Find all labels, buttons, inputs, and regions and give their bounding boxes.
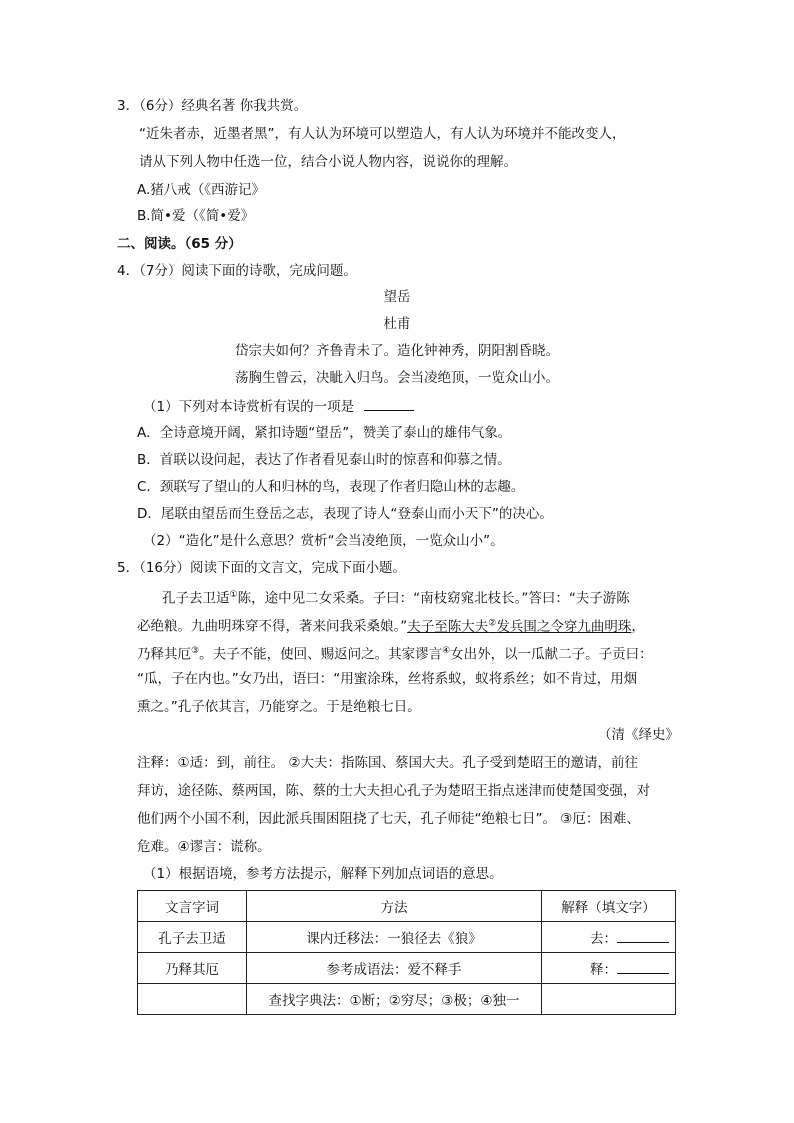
q4-heading: 4．（7分）阅读下面的诗歌，完成问题。 <box>117 263 357 279</box>
table-row <box>138 984 676 1015</box>
table-cell: 乃释其厄 <box>138 953 247 984</box>
q5-sub1: （1）根据语境，参考方法提示，解释下列加点词语的意思。 <box>143 866 503 882</box>
passage-source: （清《绎史》 <box>598 727 679 743</box>
q3-heading: 3．（6分）经典名著 你我共赏。 <box>117 98 308 114</box>
q5-heading: 5．（16分）阅读下面的文言文，完成下面小题。 <box>117 560 407 576</box>
answer-blank[interactable] <box>364 396 414 411</box>
answer-cell[interactable] <box>542 922 676 953</box>
table-header: 方法 <box>247 891 542 922</box>
table-cell: 查找字典法：①断；②穷尽；③极；④独一 <box>247 984 542 1015</box>
poem-author: 杜甫 <box>383 316 411 332</box>
q3-text-line2: 请从下列人物中任选一位，结合小说人物内容，说说你的理解。 <box>139 154 517 170</box>
passage-line-5: 熏之。”孔子依其言，乃能穿之。于是绝粮七日。 <box>137 699 421 715</box>
q4-sub1 <box>143 396 414 417</box>
passage-text: 必绝粮。九曲明珠穿不得，著来问我采桑娘。” <box>137 618 408 635</box>
q4-sub1-text: （1）下列对本诗赏析有误的一项是 <box>143 399 355 415</box>
table-cell: 参考成语法：爱不释手 <box>247 953 542 984</box>
passage-text: 孔子去卫适 <box>162 590 230 607</box>
underlined-sentence <box>407 619 631 635</box>
passage-line-1 <box>162 585 630 609</box>
underlined-text: 发兵围之令穿九曲明珠 <box>496 618 632 635</box>
table-cell: 课内迁移法：一狼径去《狼》 <box>247 922 542 953</box>
table-header: 解释（填文字） <box>542 891 676 922</box>
table-header: 文言字词 <box>138 891 247 922</box>
poem-line-2: 荡胸生曾云，决眦入归鸟。会当凌绝顶，一览众山小。 <box>235 370 559 386</box>
vocab-table <box>137 890 676 1015</box>
table-row <box>138 922 676 953</box>
table-cell <box>138 984 247 1015</box>
q3-option-a: A.猪八戒（《西游记》 <box>137 182 266 198</box>
q4-option-d: D．尾联由望岳而生登岳之志，表现了诗人“登泰山而小天下”的决心。 <box>137 506 553 522</box>
poem-title: 望岳 <box>383 289 411 305</box>
table-cell-label: 去： <box>590 931 617 947</box>
notes-line-1: 注释：①适：到，前往。 ②大夫：指陈国、蔡国大夫。孔子受到楚昭王的邀请，前往 <box>137 755 638 771</box>
table-cell: 孔子去卫适 <box>138 922 247 953</box>
passage-text: ， <box>631 618 645 635</box>
q3-option-b: B.简•爱（《简•爱》 <box>137 208 255 224</box>
answer-cell[interactable] <box>542 953 676 984</box>
table-row <box>138 953 676 984</box>
table-cell-label: 释： <box>590 962 617 978</box>
q4-option-b: B．首联以设问起，表达了作者看见泰山时的惊喜和仰慕之情。 <box>137 452 511 468</box>
note-marker-1: ① <box>229 590 238 600</box>
passage-line-4: “瓜，子在内也。”女乃出，语曰：“用蜜涂珠，丝将系蚁，蚁将系丝；如不肯过，用烟 <box>137 671 638 687</box>
passage-text: 。夫子不能，使回、赐返问之。其家谬言 <box>199 646 443 663</box>
q3-text-line1: “近朱者赤，近墨者黑”，有人认为环境可以塑造人，有人认为环境并不能改变人， <box>139 126 626 142</box>
answer-cell[interactable] <box>542 984 676 1015</box>
notes-line-4: 危难。④谬言：谎称。 <box>137 839 271 855</box>
answer-blank[interactable] <box>617 928 669 943</box>
note-marker-4: ④ <box>442 646 451 656</box>
note-marker-2: ② <box>488 618 497 628</box>
note-marker-3: ③ <box>191 646 200 656</box>
table-header-row <box>138 891 676 922</box>
answer-blank[interactable] <box>617 959 669 974</box>
passage-line-2 <box>137 613 645 637</box>
passage-text: 女出外，以一瓜献二子。子贡曰： <box>450 646 653 663</box>
q4-sub2: （2）“造化”是什么意思？赏析“会当凌绝顶，一览众山小”。 <box>143 533 504 549</box>
poem-line-1: 岱宗夫如何？齐鲁青未了。造化钟神秀，阴阳割昏晓。 <box>235 343 559 359</box>
passage-text: 乃释其厄 <box>137 646 191 663</box>
underlined-text: 夫子至陈大夫 <box>407 618 489 635</box>
passage-line-3 <box>137 641 653 665</box>
passage-text: 陈，途中见二女采桑。子曰：“南枝窈窕北枝长。”答曰：“夫子游陈 <box>237 590 630 607</box>
notes-line-2: 拜访，途径陈、蔡两国，陈、蔡的士大夫担心孔子为楚昭王指点迷津而使楚国变强，对 <box>137 783 650 799</box>
section-heading: 二、阅读。（65 分） <box>117 236 242 252</box>
q4-option-c: C．颈联写了望山的人和归林的鸟，表现了作者归隐山林的志趣。 <box>137 479 525 495</box>
q4-option-a: A．全诗意境开阔，紧扣诗题“望岳”，赞美了泰山的雄伟气象。 <box>137 425 512 441</box>
notes-line-3: 他们两个小国不利，因此派兵围困阻挠了七天，孔子师徒“绝粮七日”。 ③厄：困难、 <box>137 811 640 827</box>
